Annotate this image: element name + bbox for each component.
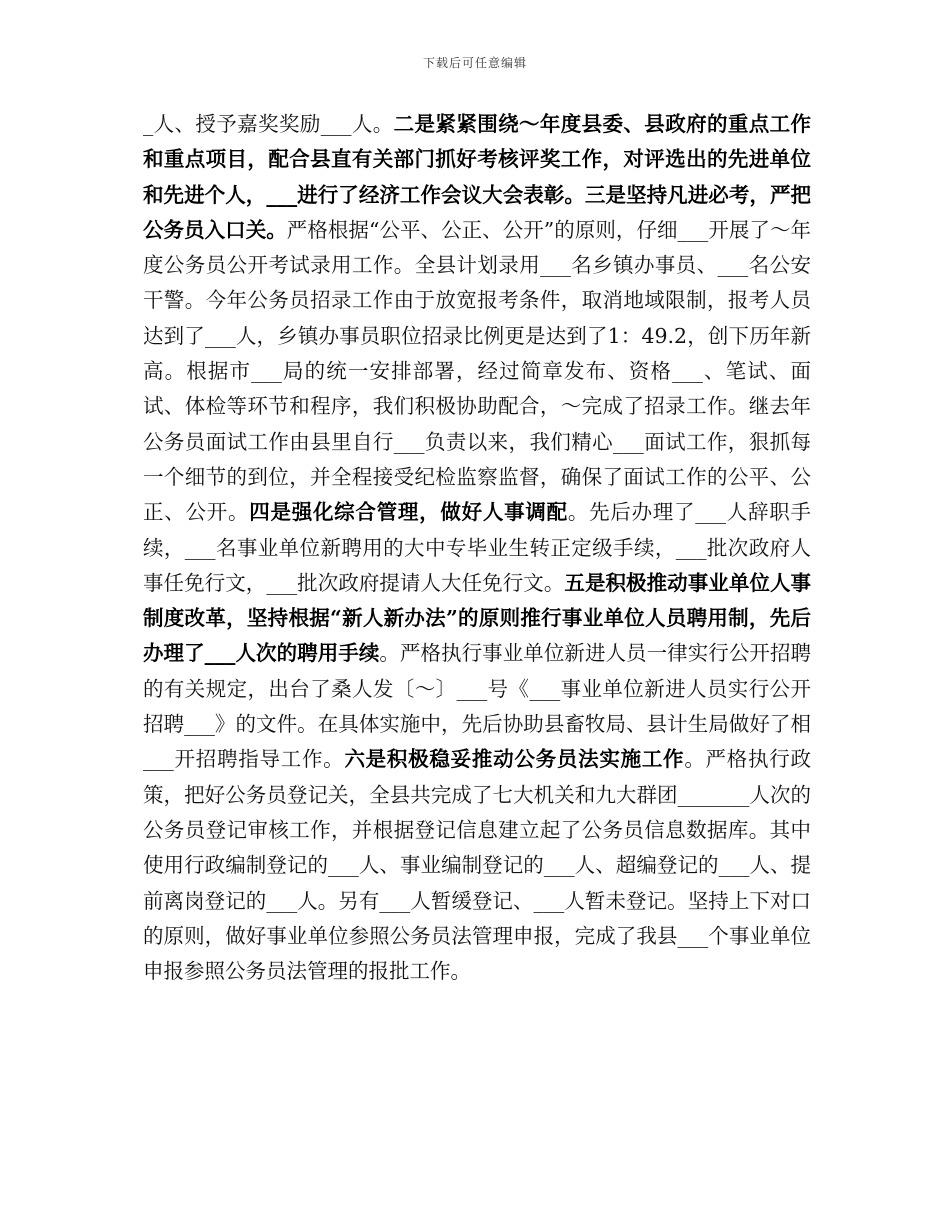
text-run: 。严格执行政策，把好公务员登记关，全县共完成了七大机关和九大群团_______人次的公务员登记审核工作，并根据登记信息建立起了公务员信息数据库。其中使用行政编制登记的___人、事业编制登记的___人、超编登记的___人、提前离岗登记的___人。另有___人暂缓登记、___人暂未登记。坚持上下对口的原则，做好事业单位参照公务员法管理申报，完成了我县___个事业单位申报参照公务员法管理的报批工作。 [143, 747, 812, 984]
text-run: 。先后办理了___人辞职手续，___名事业单位新聘用的大中专毕业生转正定级手续，___批次政府人事任免行文，___批次政府提请人大任免行文。 [143, 500, 812, 595]
bold-text-run: 六是积极稳妥推动公务员法实施工作 [344, 747, 685, 772]
bold-text-run: 四是强化综合管理，做好人事调配 [249, 500, 568, 525]
text-run: 严格根据“公平、公正、公开”的原则，仔细___开展了～年度公务员公开考试录用工作。全县计划录用___名乡镇办事员、___名公安干警。今年公务员招录工作由于放宽报考条件，取消地域限制，报考人员达到了___人，乡镇办事员职位招录比例更是达到了1：49.2，创下历年新高。根据市___局的统一安排部署，经过简章发布、资格___、笔试、面试、体检等环节和程序，我们积极协助配合，～完成了招录工作。继去年公务员面试工作由县里自行___负责以来，我们精心___面试工作，狠抓每一个细节的到位，并全程接受纪检监察监督，确保了面试工作的公平、公正、公开。 [143, 217, 811, 525]
bold-text-run: 二是紧紧围绕～年度县委、县政府的重点工作和重点项目，配合县直有关部门抓好考核评奖工作，对评选出的先进单位和先进个人，___进行了经济工作会议大会表彰。三是坚持凡进必考，严把公务员入口关。 [143, 112, 812, 242]
bold-text-run: 五是积极推动事业单位人事制度改革，坚持根据“新人新办法”的原则推行事业单位人员聘用制，先后办理了___人次的聘用手续 [143, 570, 812, 666]
text-run: _人、授予嘉奖奖励___人。 [143, 112, 394, 136]
text-run: 。严格执行事业单位新进人员一律实行公开招聘的有关规定，出台了桑人发〔～〕___号《___事业单位新进人员实行公开招聘___》的文件。在具体实施中，先后协助县畜牧局、县计生局做好了相___开招聘指导工作。 [143, 641, 812, 772]
page-header: 下载后可任意编辑 [422, 56, 527, 70]
body-paragraph [143, 107, 811, 989]
